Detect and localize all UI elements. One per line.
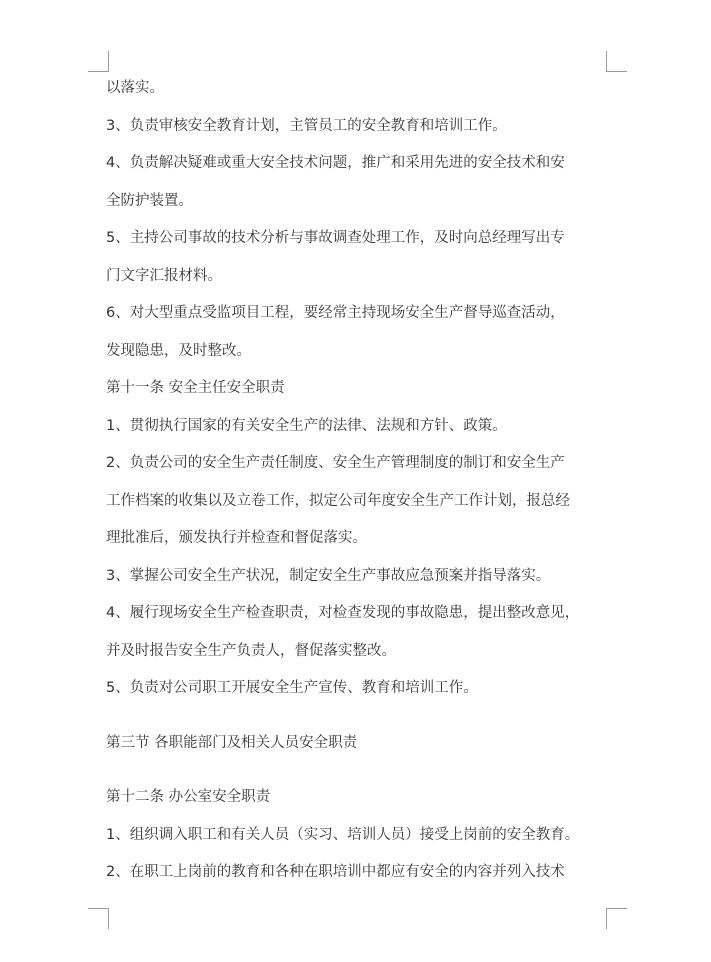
text-line: 6、对大型重点受监项目工程，要经常主持现场安全生产督导巡查活动， — [106, 305, 565, 321]
text-line: 4、负责解决疑难或重大安全技术问题，推广和采用先进的安全技术和安 — [106, 155, 565, 171]
text-line: 2、负责公司的安全生产责任制度、安全生产管理制度的制订和安全生产 — [106, 455, 565, 471]
text-line: 并及时报告安全生产负责人，督促落实整改。 — [106, 642, 396, 659]
document-body — [106, 70, 606, 892]
paragraph-gap — [106, 708, 606, 725]
text-line: 发现隐患，及时整改。 — [106, 342, 251, 359]
text-line: 1、组织调入职工和有关人员（实习、培训人员）接受上岗前的安全教育。 — [106, 826, 580, 843]
text-line: 3、负责审核安全教育计划，主管员工的安全教育和培训工作。 — [106, 117, 507, 134]
text-line: 全防护装置。 — [106, 192, 193, 209]
text-line: 门文字汇报材料。 — [106, 267, 222, 284]
paragraph-gap — [106, 762, 606, 779]
text-line: 1、贯彻执行国家的有关安全生产的法律、法规和方针、政策。 — [106, 417, 507, 434]
text-line: 5、主持公司事故的技术分析与事故调查处理工作，及时向总经理写出专 — [106, 230, 565, 246]
article-heading: 第十二条 办公室安全职责 — [106, 789, 271, 805]
text-line: 2、在职工上岗前的教育和各种在职培训中都应有安全的内容并列入技术 — [106, 864, 565, 880]
article-heading: 第十一条 安全主任安全职责 — [106, 380, 285, 396]
text-line: 理批准后，颁发执行并检查和督促落实。 — [106, 530, 367, 546]
section-heading: 第三节 各职能部门及相关人员安全职责 — [106, 734, 358, 751]
text-line: 5、负责对公司职工开展安全生产宣传、教育和培训工作。 — [106, 680, 478, 696]
page-corner-mark-bottom-right — [606, 908, 627, 929]
text-line: 工作档案的收集以及立卷工作，拟定公司年度安全生产工作计划，报总经 — [106, 492, 570, 509]
page-corner-mark-top-left — [88, 51, 109, 72]
text-line: 3、掌握公司安全生产状况，制定安全生产事故应急预案并指导落实。 — [106, 567, 551, 584]
text-line: 以落实。 — [106, 80, 164, 96]
page-corner-mark-top-right — [606, 51, 627, 72]
page-corner-mark-bottom-left — [88, 908, 109, 929]
text-line: 4、履行现场安全生产检查职责，对检查发现的事故隐患，提出整改意见， — [106, 605, 580, 621]
